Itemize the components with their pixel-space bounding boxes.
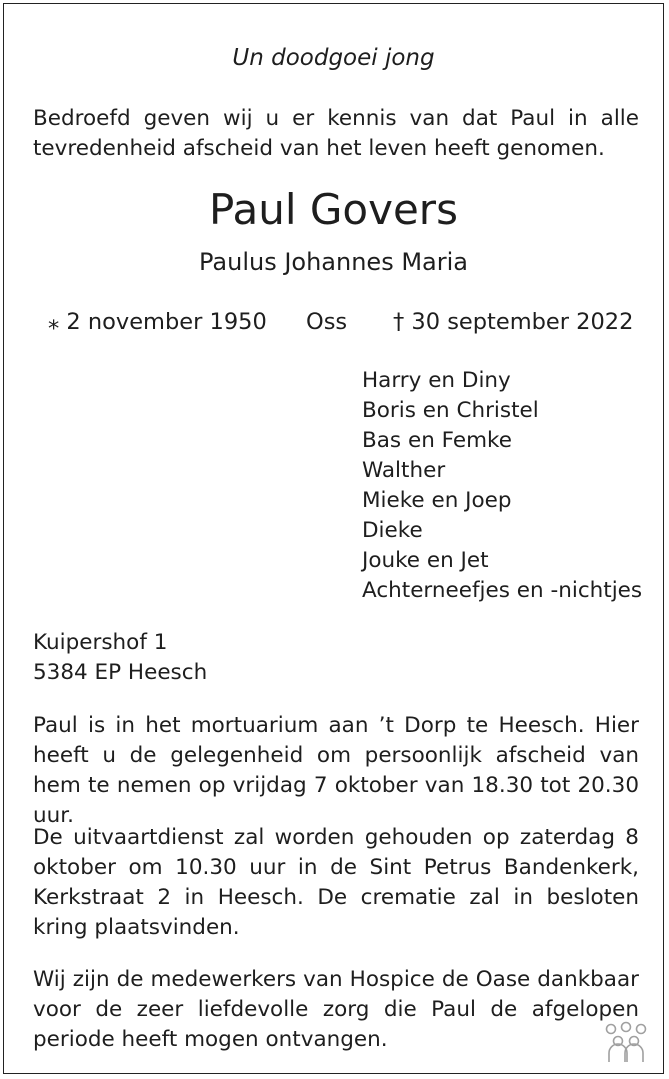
family-member: Walther: [362, 458, 446, 483]
people-group-icon: [603, 1021, 649, 1063]
family-member: Bas en Femke: [362, 428, 512, 453]
death-notice-card: [3, 3, 664, 1074]
death-date: [393, 306, 633, 338]
death-date-text: 30 september 2022: [411, 309, 634, 335]
intro-text: Bedroefd geven wij u er kennis van dat Paul in alle tevredenheid afscheid van het leven heeft genomen.: [33, 106, 639, 161]
death-symbol: †: [393, 309, 405, 335]
motto: Un doodgoei jong: [232, 45, 435, 71]
address-city: 5384 EP Heesch: [33, 660, 208, 685]
birth-date: [48, 306, 267, 338]
family-member: Achterneefjes en -nichtjes: [362, 578, 643, 603]
given-names: Paulus Johannes Maria: [199, 248, 468, 276]
birth-date-text: 2 november 1950: [66, 309, 267, 335]
address: [33, 628, 207, 688]
family-member: Boris en Christel: [362, 398, 539, 423]
thanks-paragraph: Wij zijn de medewerkers van Hospice de Oase dankbaar voor de zeer liefdevolle zorg die Paul de afgelopen periode heeft mogen ontvangen.: [33, 967, 639, 1052]
family-member: Dieke: [362, 518, 423, 543]
service-paragraph: De uitvaartdienst zal worden gehouden op zaterdag 8 oktober om 10.30 uur in de Sint Petrus Bandenkerk, Kerkstraat 2 in Heesch. De crematie zal in besloten kring plaatsvinden.: [33, 825, 639, 940]
family-list: [362, 366, 642, 606]
family-member: Jouke en Jet: [362, 548, 489, 573]
place: Oss: [306, 309, 348, 335]
mortuarium-paragraph: Paul is in het mortuarium aan ’t Dorp te Heesch. Hier heeft u de gelegenheid om persoonlijk afscheid van hem te nemen op vrijdag 7 oktober van 18.30 tot 20.30 uur.: [33, 713, 639, 828]
address-street: Kuipershof 1: [33, 630, 168, 655]
birth-symbol: ⁎: [48, 309, 60, 335]
family-member: Harry en Diny: [362, 368, 511, 393]
family-member: Mieke en Joep: [362, 488, 512, 513]
deceased-name: Paul Govers: [209, 185, 458, 234]
